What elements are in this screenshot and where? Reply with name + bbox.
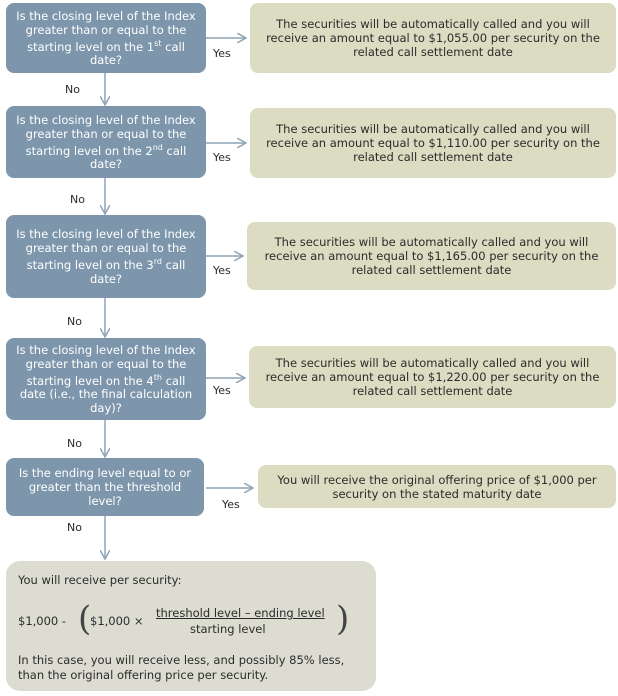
final-payout-box (6, 561, 376, 691)
outcome-box-3: The securities will be automatically called and you will receive an amount equal to $1,165.00 per security on the related call settlement date (247, 222, 616, 290)
no-label-4: No (67, 437, 82, 450)
formula-denominator: starting level (190, 622, 266, 636)
right-paren: ) (336, 599, 350, 639)
payout-formula (18, 599, 358, 639)
yes-label-5: Yes (222, 498, 240, 511)
no-label-3: No (67, 315, 82, 328)
formula-numerator: threshold level – ending level (156, 606, 325, 620)
question-box-5: Is the ending level equal to or greater than the threshold level? (6, 458, 204, 516)
left-paren: ( (78, 599, 92, 639)
yes-label-2: Yes (213, 151, 231, 164)
yes-label-1: Yes (213, 47, 231, 60)
final-intro: You will receive per security: (18, 573, 182, 587)
outcome-box-4: The securities will be automatically called and you will receive an amount equal to $1,220.00 per security on the related call settlement date (249, 346, 616, 408)
formula-left: $1,000 - (18, 614, 67, 628)
question-box-3: Is the closing level of the Index greater than or equal to the starting level on the 3rd call date? (6, 215, 206, 298)
yes-label-3: Yes (213, 264, 231, 277)
outcome-box-1: The securities will be automatically called and you will receive an amount equal to $1,055.00 per security on the related call settlement date (250, 3, 616, 73)
outcome-box-5: You will receive the original offering price of $1,000 per security on the stated maturity date (258, 465, 616, 508)
question-box-2: Is the closing level of the Index greater than or equal to the starting level on the 2nd call date? (6, 106, 206, 178)
question-box-4: Is the closing level of the Index greater than or equal to the starting level on the 4th call date (i.e., the final calculation day)? (6, 338, 206, 420)
formula-inner: $1,000 × (90, 614, 144, 628)
yes-label-4: Yes (213, 384, 231, 397)
outcome-box-2: The securities will be automatically called and you will receive an amount equal to $1,110.00 per security on the related call settlement date (250, 108, 616, 178)
final-note: In this case, you will receive less, and possibly 85% less, than the original offering price per security. (18, 653, 345, 682)
no-label-5: No (67, 521, 82, 534)
no-label-1: No (65, 83, 80, 96)
question-box-1: Is the closing level of the Index greater than or equal to the starting level on the 1st call date? (6, 3, 206, 73)
no-label-2: No (70, 193, 85, 206)
